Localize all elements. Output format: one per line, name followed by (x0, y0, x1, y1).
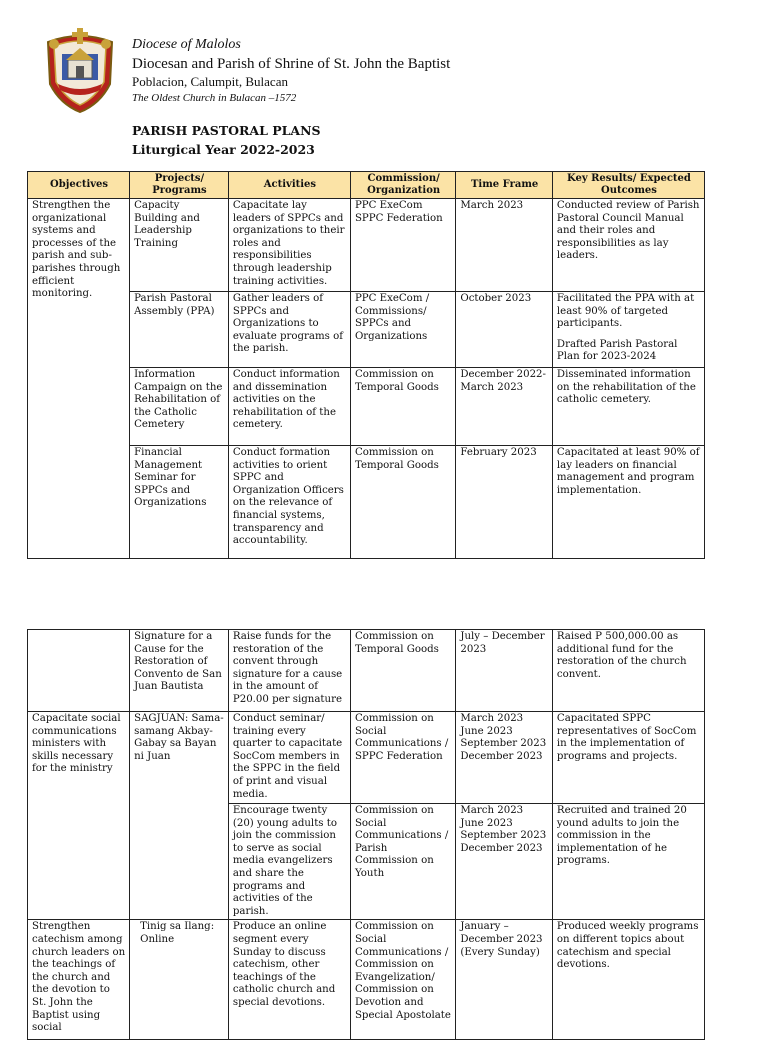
table-row (28, 368, 705, 446)
project-cell: Signature for a Cause for the Restoration of Convento de San Juan Bautista (130, 630, 229, 712)
project-cell: Capacity Building and Leadership Training (130, 199, 229, 292)
project-cell: SAGJUAN: Sama-samang Akbay-Gabay sa Bayan ni Juan (130, 712, 229, 920)
objective-cell: Capacitate social communications ministers with skills necessary for the ministry (28, 712, 130, 920)
diocese-name: Diocese of Malolos (132, 37, 241, 52)
table-row (28, 199, 705, 292)
objective-cell: Strengthen the organizational systems and processes of the parish and sub-parishes through efficient monitoring. (28, 199, 130, 559)
result-cell: Capacitated SPPC representatives of SocCom in the implementation of programs and projects. (552, 712, 704, 804)
parish-name: Diocesan and Parish of Shrine of St. John the Baptist (132, 56, 451, 72)
commission-cell: Commission on Temporal Goods (350, 368, 455, 446)
time-frame-cell: October 2023 (456, 292, 553, 368)
header-key-results: Key Results/ Expected Outcomes (552, 172, 704, 199)
result-cell: Conducted review of Parish Pastoral Council Manual and their roles and responsibilities as lay leaders. (552, 199, 704, 292)
project-cell: Information Campaign on the Rehabilitation of the Catholic Cemetery (130, 368, 229, 446)
result-cell: Disseminated information on the rehabilitation of the catholic cemetery. (552, 368, 704, 446)
commission-cell: PPC ExeCom SPPC Federation (350, 199, 455, 292)
activity-cell: Produce an online segment every Sunday to discuss catechism, other teachings of the catholic church and special devotions. (228, 920, 350, 1040)
header-commission: Commission/ Organization (350, 172, 455, 199)
result-cell: Capacitated at least 90% of lay leaders on financial management and program implementation. (552, 446, 704, 559)
table-row (28, 292, 705, 368)
table-header-row (28, 172, 705, 199)
objective-cell: Strengthen catechism among church leaders on the teachings of the church and the devotion to St. John the Baptist using social (28, 920, 130, 1040)
letterhead (40, 28, 740, 108)
activity-cell: Capacitate lay leaders of SPPCs and organizations to their roles and responsibilities through leadership training activities. (228, 199, 350, 292)
commission-cell: Commission on Social Communications / Commission on Evangelization/ Commission on Devotion and Special Apostolate (350, 920, 455, 1040)
header-objectives: Objectives (28, 172, 130, 199)
table-row (28, 630, 705, 712)
pastoral-plan-table (27, 171, 705, 559)
time-frame-cell: March 2023 June 2023 September 2023 December 2023 (456, 804, 553, 920)
header-time-frame: Time Frame (456, 172, 553, 199)
result-text: Facilitated the PPA with at least 90% of targeted participants. (556, 293, 695, 330)
time-frame-cell: July – December 2023 (456, 630, 553, 712)
parish-location: Poblacion, Calumpit, Bulacan (132, 74, 288, 89)
header-activities: Activities (228, 172, 350, 199)
tagline: The Oldest Church in Bulacan –1572 (132, 92, 297, 104)
document-title: PARISH PASTORAL PLANS (132, 123, 321, 138)
activity-cell: Conduct information and dissemination activities on the rehabilitation of the cemetery. (228, 368, 350, 446)
result-cell: Produced weekly programs on different topics about catechism and special devotions. (552, 920, 704, 1040)
time-frame-cell: December 2022-March 2023 (456, 368, 553, 446)
activity-cell: Encourage twenty (20) young adults to join the commission to serve as social media evangelizers and share the programs and activities of the parish. (228, 804, 350, 920)
activity-cell: Raise funds for the restoration of the convent through signature for a cause in the amount of P20.00 per signature (228, 630, 350, 712)
commission-cell: Commission on Temporal Goods (350, 446, 455, 559)
time-frame-cell: March 2023 June 2023 September 2023 December 2023 (456, 712, 553, 804)
activity-cell: Gather leaders of SPPCs and Organizations to evaluate programs of the parish. (228, 292, 350, 368)
result-cell: Recruited and trained 20 yound adults to join the commission in the implementation of he programs. (552, 804, 704, 920)
result-cell (552, 292, 704, 368)
document-title-block (132, 121, 321, 159)
diocese-seal-icon (40, 28, 120, 116)
time-frame-cell: January – December 2023 (Every Sunday) (456, 920, 553, 1040)
commission-cell: Commission on Social Communications / Parish Commission on Youth (350, 804, 455, 920)
project-cell: Financial Management Seminar for SPPCs and Organizations (130, 446, 229, 559)
commission-cell: Commission on Temporal Goods (350, 630, 455, 712)
project-cell: Tinig sa Ilang: Online (130, 920, 229, 1040)
commission-cell: PPC ExeCom / Commissions/ SPPCs and Organizations (350, 292, 455, 368)
table-row (28, 446, 705, 559)
document-subtitle: Liturgical Year 2022-2023 (132, 142, 315, 157)
activity-cell: Conduct formation activities to orient SPPC and Organization Officers on the relevance of financial systems, transparency and accountability. (228, 446, 350, 559)
result-text-2: Drafted Parish Pastoral Plan for 2023-2024 (556, 338, 678, 363)
time-frame-cell: February 2023 (456, 446, 553, 559)
objective-cell (28, 630, 130, 712)
header-projects: Projects/ Programs (130, 172, 229, 199)
time-frame-cell: March 2023 (456, 199, 553, 292)
pastoral-plan-table-continued (27, 629, 705, 1040)
activity-cell: Conduct seminar/ training every quarter to capacitate SocCom members in the SPPC in the field of print and visual media. (228, 712, 350, 804)
commission-cell: Commission on Social Communications / SPPC Federation (350, 712, 455, 804)
result-cell: Raised P 500,000.00 as additional fund for the restoration of the church convent. (552, 630, 704, 712)
table-row (28, 712, 705, 804)
project-cell: Parish Pastoral Assembly (PPA) (130, 292, 229, 368)
table-row (28, 920, 705, 1040)
